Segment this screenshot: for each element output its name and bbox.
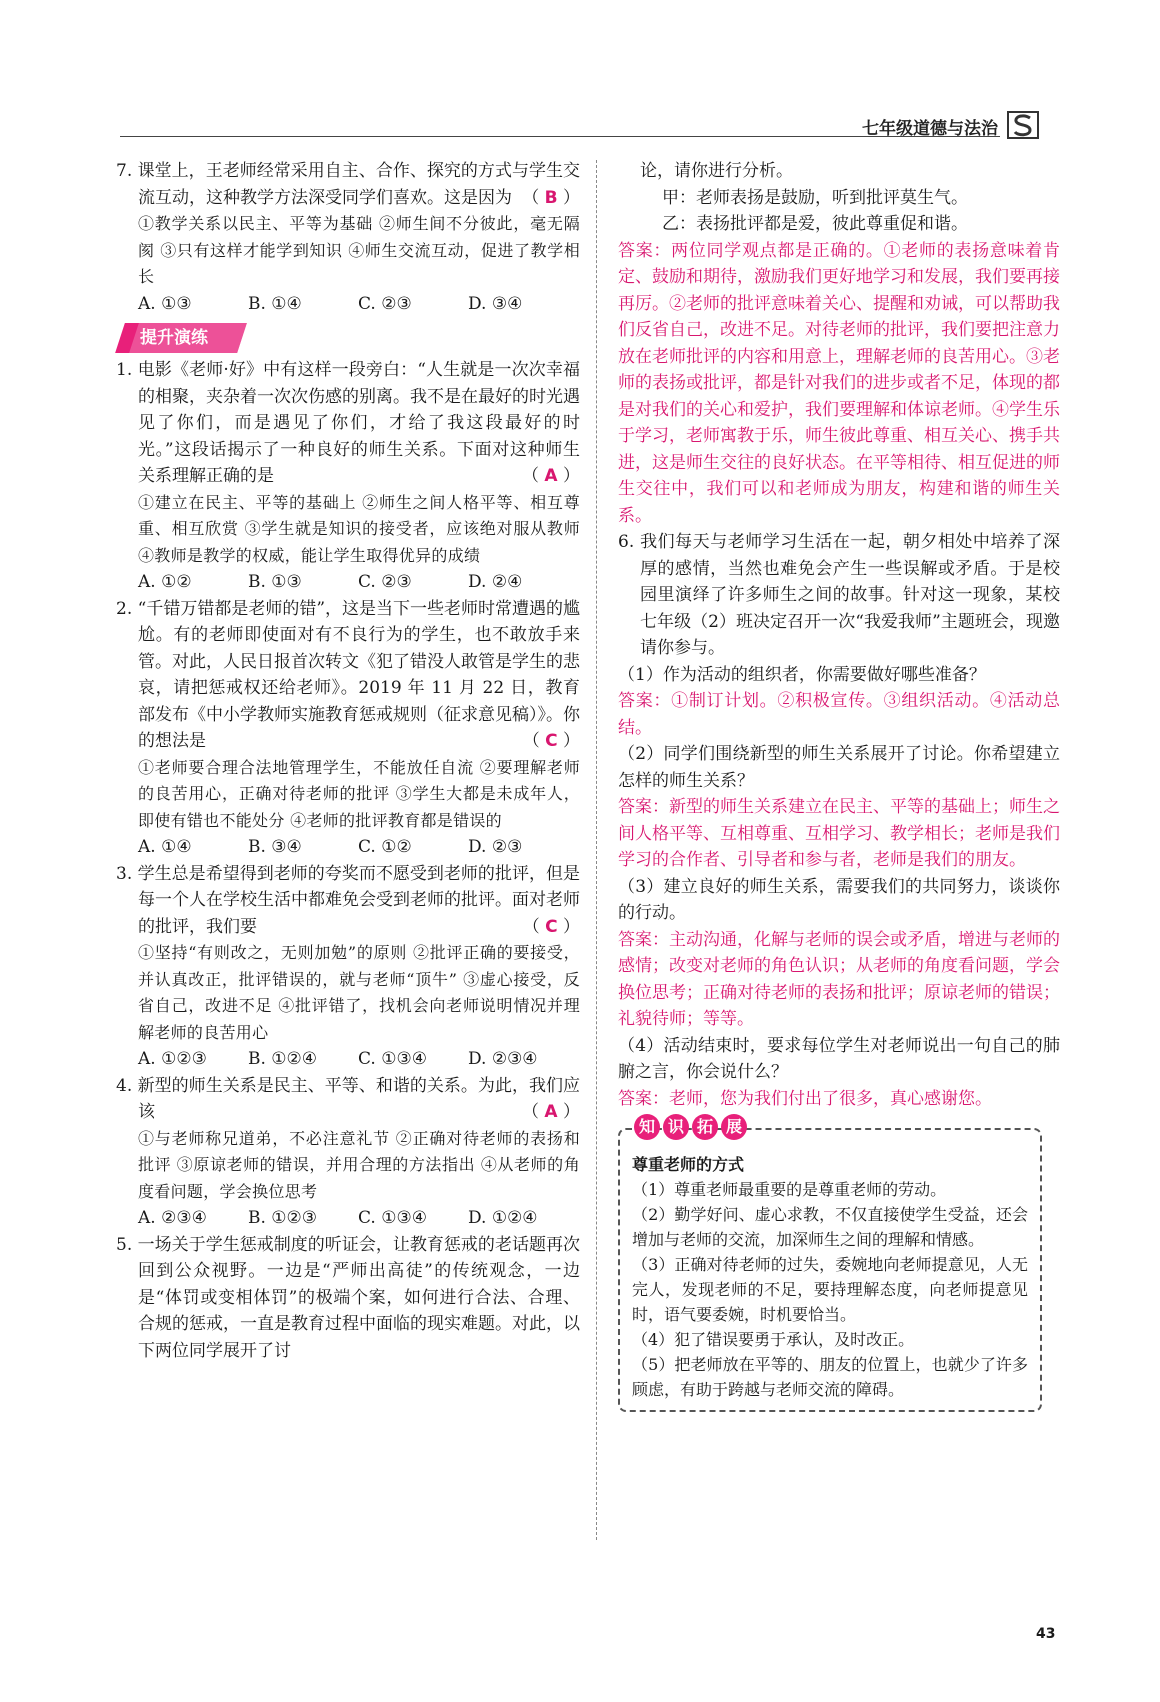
question-5: [116, 1232, 580, 1365]
choice-c: C. ①③④: [358, 1049, 427, 1069]
choice-d: D. ②③④: [468, 1049, 538, 1069]
choice-a: A. ①②: [138, 572, 192, 592]
question-1: [116, 357, 580, 596]
choice-b: B. ①②③: [248, 1208, 318, 1228]
sub-answer-1: 答案：①制订计划。②积极宣传。③组织活动。④活动总结。: [618, 691, 1060, 738]
choice-a: A. ①②③: [138, 1049, 207, 1069]
column-divider: [596, 160, 597, 1540]
knowledge-item: （5）把老师放在平等的、朋友的位置上，也就少了许多顾虑，有助于跨越与老师交流的障碍。: [632, 1355, 1028, 1399]
choice-d: D. ③④: [468, 293, 523, 314]
sub-question-4: （4）活动结束时，要求每位学生对老师说出一句自己的肺腑之言，你会说什么？: [618, 1035, 1060, 1082]
sub-answer-3: 答案：主动沟通，化解与老师的误会或矛盾，增进与老师的感情；改变对老师的角色认识；从老师的角度看问题，学会换位思考；正确对待老师的表扬和批评；原谅老师的错误；礼貌待师；等等。: [618, 929, 1060, 1029]
section-banner: [120, 321, 250, 353]
s-logo-icon: [1006, 110, 1040, 140]
knowledge-tag-char: 拓: [692, 1114, 718, 1140]
question-5-continued: 论，请你进行分析。: [640, 161, 793, 181]
answer-letter: A: [544, 1102, 558, 1122]
choice-b: B. ①③: [248, 572, 302, 592]
knowledge-item: （1）尊重老师最重要的是尊重老师的劳动。: [632, 1180, 947, 1199]
sub-answer-2: 答案：新型的师生关系建立在民主、平等的基础上；师生之间人格平等、互相尊重、互相学习、教学相长；老师是我们学习的合作者、引导者和参与者，老师是我们的朋友。: [618, 797, 1060, 870]
question-options: ①与老师称兄道弟，不必注意礼节 ②正确对待老师的表扬和批评 ③原谅老师的错误，并用合理的方法指出 ④从老师的角度看问题，学会换位思考: [138, 1128, 580, 1201]
question-3: [116, 861, 580, 1073]
section-title: 提升演练: [140, 328, 208, 348]
choice-c: C. ②③: [358, 572, 412, 592]
answer-letter: C: [545, 916, 558, 937]
knowledge-tag-char: 展: [721, 1114, 747, 1140]
question-6: [618, 529, 1060, 1112]
choice-a: A. ①④: [138, 837, 192, 857]
choice-c: C. ①③④: [358, 1208, 427, 1228]
page-number: 43: [1036, 1626, 1056, 1642]
knowledge-tag-char: 知: [634, 1114, 660, 1140]
question-2: [116, 596, 580, 861]
choice-c: C. ①②: [358, 837, 412, 857]
right-column: [618, 158, 1060, 1412]
question-7: [116, 158, 580, 317]
knowledge-item: （4）犯了错误要勇于承认，及时改正。: [632, 1330, 915, 1349]
choice-d: D. ①②④: [468, 1208, 538, 1228]
question-stem: 4. 新型的师生关系是民主、平等、和谐的关系。为此，我们应该: [116, 1075, 580, 1122]
knowledge-box: [618, 1117, 1042, 1412]
sub-question-2: （2）同学们围绕新型的师生关系展开了讨论。你希望建立怎样的师生关系？: [618, 744, 1060, 791]
question-5-answer: 答案：两位同学观点都是正确的。①老师的表扬意味着肯定、鼓励和期待，激励我们更好地学习和发展，我们要再接再厉。②老师的批评意味着关心、提醒和劝诫，可以帮助我们反省自己，改进不足。对待老师的批评，我们要把注意力放在老师批评的内容和用意上，理解老师的良苦用心。③老师的表扬或批评，都是针对我们的进步或者不足，体现的都是对我们的关心和爱护，我们要理解和体谅老师。④学生乐于学习，老师寓教于乐，师生彼此尊重、相互关心、携手共进，这是师生交往的良好状态。在平等相待、相互促进的师生交往中，我们可以和老师成为朋友，构建和谐的师生关系。: [618, 240, 1060, 526]
question-options: ①教学关系以民主、平等为基础 ②师生间不分彼此，毫无隔阂 ③只有这样才能学到知识 ④师生交流互动，促进了教学相长: [138, 214, 580, 286]
question-stem: 3. 学生总是希望得到老师的夸奖而不愿受到老师的批评，但是每一个人在学校生活中都难免会受到老师的批评。面对老师的批评，我们要: [116, 863, 580, 937]
choice-row: [116, 1046, 580, 1073]
choice-a: A. ②③④: [138, 1208, 207, 1228]
question-stem: 7. 课堂上，王老师经常采用自主、合作、探究的方式与学生交流互动，这种教学方法深受同学们喜欢。这是因为: [116, 161, 580, 208]
question-4: [116, 1073, 580, 1232]
question-stem: 5. 一场关于学生惩戒制度的听证会，让教育惩戒的老话题再次回到公众视野。一边是“严师出高徒”的传统观念，一边是“体罚或变相体罚”的极端个案，如何进行合法、合理、合规的惩戒，一直是教育过程中面临的现实难题。对此，以下两位同学展开了讨: [116, 1234, 580, 1361]
sub-question-3: （3）建立良好的师生关系，需要我们的共同努力，谈谈你的行动。: [618, 876, 1060, 923]
choice-d: D. ②④: [468, 572, 523, 592]
choice-row: [116, 834, 580, 861]
left-column: [116, 158, 580, 1364]
answer-bracket: （ A ）: [522, 466, 580, 486]
knowledge-item: （2）勤学好问、虚心求教，不仅直接使学生受益，还会增加与老师的交流，加深师生之间的理解和情感。: [632, 1205, 1028, 1249]
choice-row: [116, 291, 580, 318]
header-title: 七年级道德与法治: [862, 119, 998, 139]
answer-letter: C: [545, 731, 558, 751]
page-header: [120, 110, 1060, 138]
answer-bracket: （ C ）: [522, 916, 580, 937]
choice-b: B. ①④: [248, 293, 302, 314]
question-options: ①坚持“有则改之，无则加勉”的原则 ②批评正确的要接受，并认真改正，批评错误的，就与老师“顶牛” ③虚心接受，反省自己，改进不足 ④批评错了，找机会向老师说明情况并理解老师的良苦用心: [138, 943, 580, 1042]
choice-row: [116, 569, 580, 596]
sub-answer-4: 答案：老师，您为我们付出了很多，真心感谢您。: [618, 1088, 992, 1109]
choice-row: [116, 1205, 580, 1232]
knowledge-tag: [634, 1114, 747, 1140]
student-jia-view: 甲：老师表扬是鼓励，听到批评莫生气。: [662, 187, 968, 208]
answer-letter: A: [544, 466, 558, 486]
sub-question-1: （1）作为活动的组织者，你需要做好哪些准备？: [618, 664, 986, 685]
answer-bracket: （ B ）: [522, 187, 580, 208]
choice-a: A. ①③: [138, 293, 192, 314]
question-options: ①建立在民主、平等的基础上 ②师生之间人格平等、相互尊重、相互欣赏 ③学生就是知识的接受者，应该绝对服从教师 ④教师是教学的权威，能让学生取得优异的成绩: [138, 492, 580, 565]
choice-b: B. ①②④: [248, 1049, 318, 1069]
knowledge-tag-char: 识: [663, 1114, 689, 1140]
answer-bracket: （ A ）: [522, 1102, 580, 1122]
question-stem: 1. 电影《老师·好》中有这样一段旁白：“人生就是一次次幸福的相聚，夹杂着一次次伤感的别离。我不是在最好的时光遇见了你们，而是遇见了你们，才给了我这段最好的时光。”这段话揭示了一种良好的师生关系。下面对这种师生关系理解正确的是: [116, 360, 580, 486]
choice-b: B. ③④: [248, 837, 302, 857]
choice-c: C. ②③: [358, 293, 412, 314]
question-stem: 6. 我们每天与老师学习生活在一起，朝夕相处中培养了深厚的感情，当然也难免会产生一些误解或矛盾。于是校园里演绎了许多师生之间的故事。针对这一现象，某校七年级（2）班决定召开一次“我爱我师”主题班会，现邀请你参与。: [618, 532, 1060, 658]
question-options: ①老师要合理合法地管理学生，不能放任自流 ②要理解老师的良苦用心，正确对待老师的批评 ③学生大都是未成年人，即使有错也不能处分 ④老师的批评教育都是错误的: [138, 757, 580, 830]
student-yi-view: 乙：表扬批评都是爱，彼此尊重促和谐。: [662, 214, 968, 234]
choice-d: D. ②③: [468, 837, 523, 857]
knowledge-item: （3）正确对待老师的过失，委婉地向老师提意见，人无完人，发现老师的不足，要持理解态度，向老师提意见时，语气要委婉，时机要恰当。: [632, 1255, 1028, 1324]
question-stem: 2. “千错万错都是老师的错”，这是当下一些老师时常遭遇的尴尬。有的老师即使面对有不良行为的学生，也不敢放手来管。对此，人民日报首次转文《犯了错没人敢管是学生的悲哀，请把惩戒权还给老师》。2019 年 11 月 22 日，教育部发布《中小学教师实施教育惩戒规则（征求意见稿）》。你的想法是: [116, 598, 581, 751]
answer-bracket: （ C ）: [522, 731, 580, 751]
answer-letter: B: [544, 187, 558, 208]
knowledge-title: 尊重老师的方式: [632, 1155, 745, 1174]
